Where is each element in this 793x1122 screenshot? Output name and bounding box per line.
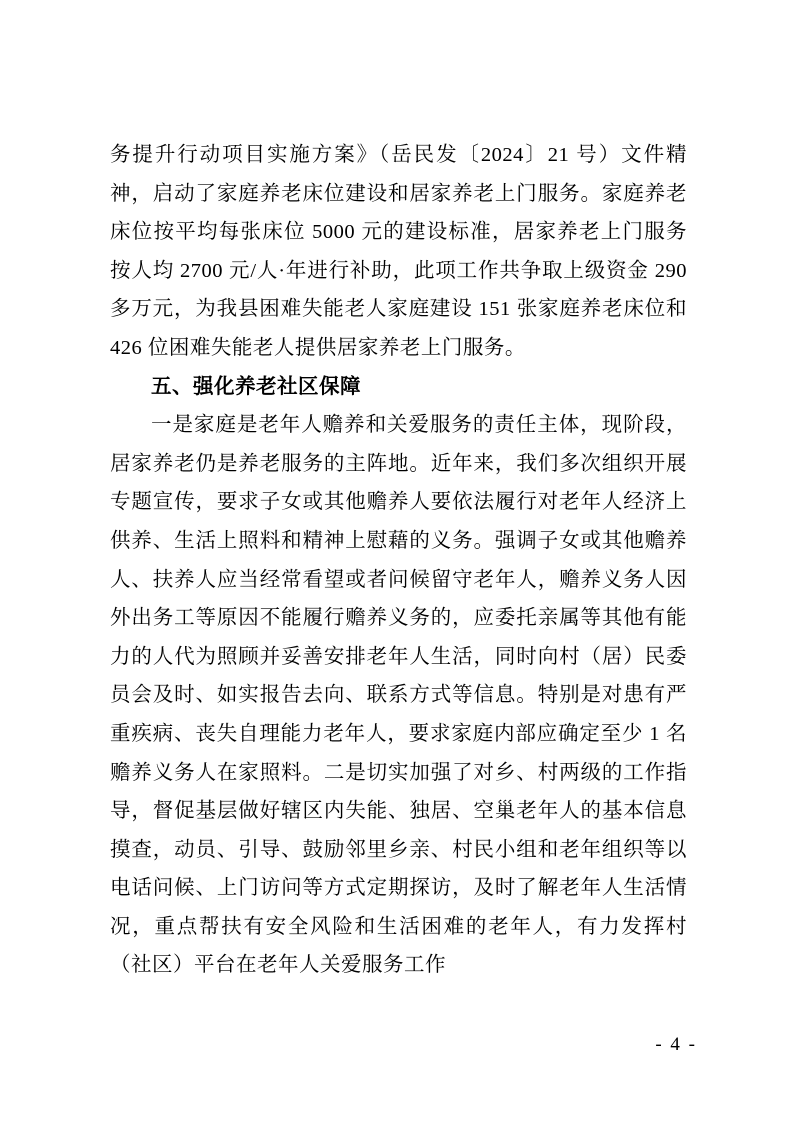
paragraph-body: 一是家庭是老年人赡养和关爱服务的责任主体，现阶段，居家养老仍是养老服务的主阵地。近年来，我们多次组织开展专题宣传，要求子女或其他赡养人要依法履行对老年人经济上供养、生活上照料和精神上慰藉的义务。强调子女或其他赡养人、扶养人应当经常看望或者问候留守老年人，赡养义务人因外出务工等原因不能履行赡养义务的，应委托亲属等其他有能力的人代为照顾并妥善安排老年人生活，同时向村（居）民委员会及时、如实报告去向、联系方式等信息。特别是对患有严重疾病、丧失自理能力老年人，要求家庭内部应确定至少 1 名赡养义务人在家照料。二是切实加强了对乡、村两级的工作指导，督促基层做好辖区内失能、独居、空巢老年人的基本信息摸查，动员、引导、鼓励邻里乡亲、村民小组和老年组织等以电话问候、上门访问等方式定期探访，及时了解老年人生活情况，重点帮扶有安全风险和生活困难的老年人，有力发挥村（社区）平台在老年人关爱服务工作 xyxy=(110,414,687,977)
document-body xyxy=(110,136,687,985)
section-heading: 五、强化养老社区保障 xyxy=(151,375,361,398)
page-number: - 4 - xyxy=(655,1034,697,1055)
paragraph-continuation: 务提升行动项目实施方案》（岳民发〔2024〕21 号）文件精神，启动了家庭养老床位建设和居家养老上门服务。家庭养老床位按平均每张床位 5000 元的建设标准，居家养老上门服务按人均 2700 元/人·年进行补助，此项工作共争取上级资金 290 多万元，为我县困难失能老人家庭建设 151 张家庭养老床位和 426 位困难失能老人提供居家养老上门服务。 xyxy=(110,144,687,359)
